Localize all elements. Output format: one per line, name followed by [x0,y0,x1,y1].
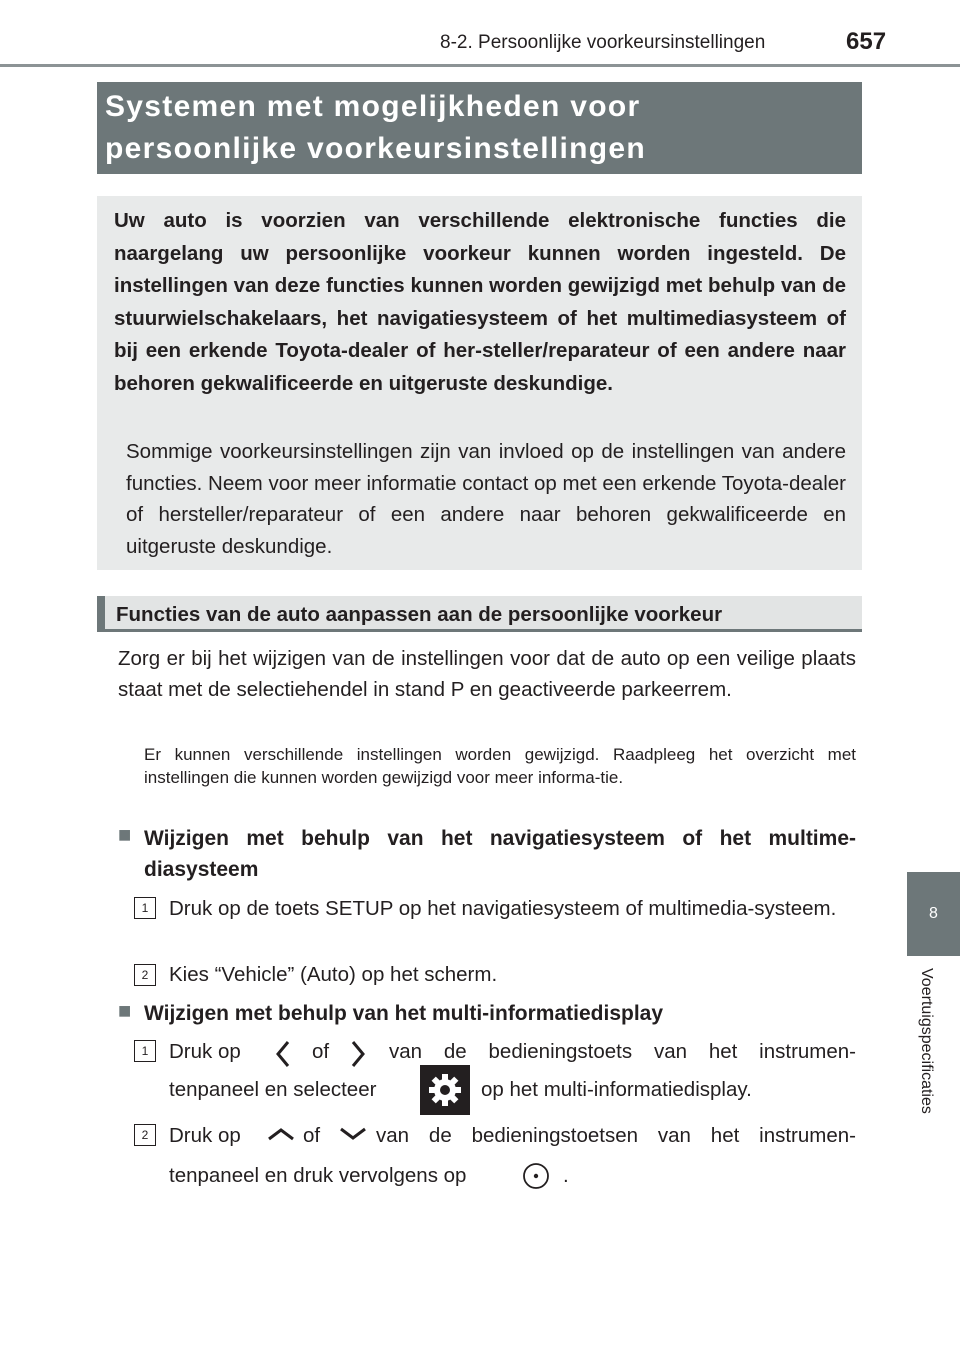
step-number: 2 [134,964,156,986]
square-bullet-icon: ■ [118,998,132,1023]
header-rule [0,64,960,67]
chevron-right-icon [349,1040,367,1068]
step-number: 1 [134,897,156,919]
gear-icon [420,1065,470,1115]
subsection-title: Wijzigen met behulp van het multi-informatiedisplay [144,1002,664,1025]
page-title [105,86,855,170]
step-text: van de bedieningstoets van het instrumen- [389,1040,856,1063]
intro-note: Sommige voorkeursinstellingen zijn van invloed op de instellingen van andere functies. Neem voor meer informatie contact op met een erkende Toyota-dealer of hersteller/reparateur of een andere naar behoren gekwalificeerde en uitgeruste deskundige. [126,440,846,558]
step-number: 1 [134,1040,156,1062]
step-text: tenpaneel en druk vervolgens op [169,1164,467,1187]
chapter-number: 8 [929,905,938,922]
square-bullet-icon: ■ [118,822,132,847]
running-header-section: 8-2. Persoonlijke voorkeursinstellingen [440,32,766,53]
step-text: tenpaneel en selecteer [169,1078,377,1101]
chevron-down-icon [338,1126,368,1142]
ok-button-icon [521,1161,551,1191]
section-note: Er kunnen verschillende instellingen worden gewijzigd. Raadpleeg het overzicht met instellingen die kunnen worden gewijzigd voor meer informa-tie. [144,745,856,787]
step-number: 2 [134,1124,156,1146]
section-paragraph: Zorg er bij het wijzigen van de instellingen voor dat de auto op een veilige plaats staat met de selectiehendel in stand P en geactiveerde parkeerrem. [118,647,856,701]
section-heading: Functies van de auto aanpassen aan de persoonlijke voorkeur [116,603,723,626]
chevron-up-icon [266,1126,296,1142]
step-text: op het multi-informatiedisplay. [481,1078,752,1101]
step-text: Druk op de toets SETUP op het navigatiesysteem of multimedia-systeem. [169,897,837,920]
step-text: of [303,1124,321,1147]
page-number: 657 [846,28,887,55]
chapter-tab [907,872,960,956]
step-text: Druk op [169,1124,241,1147]
step-text: Druk op [169,1040,241,1063]
chevron-left-icon [274,1040,292,1068]
chapter-title: Voertuigspecificaties [918,968,935,1114]
step-text: van de bedieningstoetsen van het instrumen- [376,1124,856,1147]
page-title-line-2: persoonlijke voorkeursinstellingen [105,132,647,165]
step-text: Kies “Vehicle” (Auto) op het scherm. [169,963,498,986]
step-text: . [563,1164,569,1187]
intro-text: Uw auto is voorzien van verschillende elektronische functies die naargelang uw persoonlijke voorkeur kunnen worden ingesteld. De instellingen van deze functies kunnen worden gewijzigd met behulp van de stuurwielschakelaars, het navigatiesysteem of het multimediasysteem of bij een erkende Toyota-dealer of her-steller/reparateur of een andere naar behoren gekwalificeerde en uitgeruste deskundige. [114,209,846,395]
step-text: of [312,1040,330,1063]
subsection-title: Wijzigen met behulp van het navigatiesysteem of het multime-diasysteem [144,827,856,881]
page-title-line-1: Systemen met mogelijkheden voor [105,90,641,123]
